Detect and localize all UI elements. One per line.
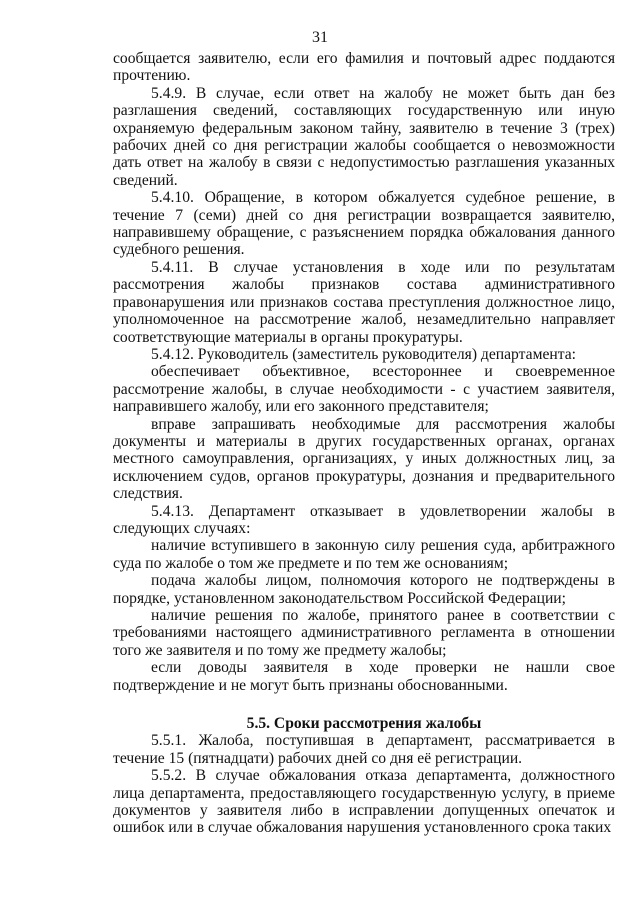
paragraph-5-4-13-item-2: подача жалобы лицом, полномочия которого не подтверждены в порядке, установленном законодательством Российской Федерации; xyxy=(113,572,615,607)
paragraph-5-4-12-item-2: вправе запрашивать необходимые для рассмотрения жалобы документы и материалы в других государственных органах, органах местного самоуправления, организациях, у иных должностных лиц, за исключением судов, органов прокуратуры, дознания и предварительного следствия. xyxy=(113,415,615,503)
paragraph-continuation: сообщается заявителю, если его фамилия и почтовый адрес поддаются прочтению. xyxy=(113,50,615,85)
paragraph-5-4-9: 5.4.9. В случае, если ответ на жалобу не может быть дан без разглашения сведений, составляющих государственную или иную охраняемую федеральным законом тайну, заявителю в течение 3 (трех) рабочих дней со дня регистрации жалобы сообщается о невозможности дать ответ на жалобу в связи с недопустимостью разглашения указанных сведений. xyxy=(113,84,615,189)
paragraph-5-4-12: 5.4.12. Руководитель (заместитель руководителя) департамента: xyxy=(151,345,576,363)
paragraph-5-5-2: 5.5.2. В случае обжалования отказа департамента, должностного лица департамента, предоставляющего государственную услугу, в приеме документов у заявителя либо в исправлении допущенных опечаток и ошибок или в случае обжалования нарушения установленного срока таких xyxy=(113,767,615,837)
paragraph-5-5-1: 5.5.1. Жалоба, поступившая в департамент, рассматривается в течение 15 (пятнадцати) рабочих дней со дня её регистрации. xyxy=(113,732,615,767)
document-body xyxy=(113,50,615,837)
paragraph-5-4-12-item-1: обеспечивает объективное, всестороннее и своевременное рассмотрение жалобы, в случае необходимости - с участием заявителя, направившего жалобу, или его законного представителя; xyxy=(113,363,615,416)
paragraph-5-4-13-item-1: наличие вступившего в законную силу решения суда, арбитражного суда по жалобе о том же предмете и по тем же основаниям; xyxy=(113,537,615,572)
paragraph-5-4-10: 5.4.10. Обращение, в котором обжалуется судебное решение, в течение 7 (семи) дней со дня регистрации возвращается заявителю, направившему обращение, с разъяснением порядка обжалования данного судебного решения. xyxy=(113,189,615,259)
paragraph-5-4-11: 5.4.11. В случае установления в ходе или по результатам рассмотрения жалобы признаков состава административного правонарушения или признаков состава преступления должностное лицо, уполномоченное на рассмотрение жалоб, незамедлительно направляет соответствующие материалы в органы прокуратуры. xyxy=(113,258,615,346)
paragraph-5-4-13: 5.4.13. Департамент отказывает в удовлетворении жалобы в следующих случаях: xyxy=(113,502,615,537)
paragraph-5-4-13-item-3: наличие решения по жалобе, принятого ранее в соответствии с требованиями настоящего административного регламента в отношении того же заявителя и по тому же предмету жалобы; xyxy=(113,607,615,659)
paragraph-5-4-13-item-4: если доводы заявителя в ходе проверки не нашли свое подтверждение и не могут быть признаны обоснованными. xyxy=(113,659,615,694)
section-heading: 5.5. Сроки рассмотрения жалобы xyxy=(246,715,482,733)
page-number: 31 xyxy=(312,29,328,46)
